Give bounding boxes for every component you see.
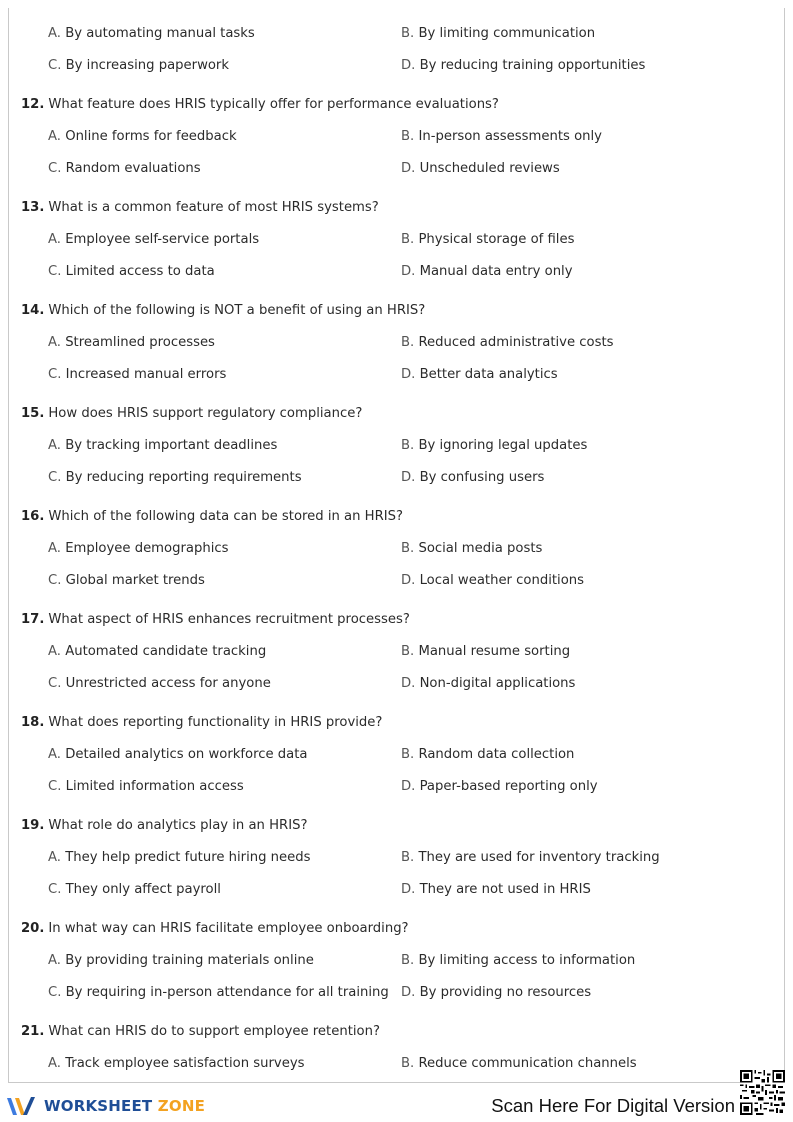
question-text: What can HRIS do to support employee retention?	[48, 1024, 380, 1039]
option-letter: B.	[401, 541, 415, 556]
option-letter: B.	[401, 1056, 415, 1071]
option-text: By reducing reporting requirements	[65, 469, 302, 485]
answer-option-c[interactable]	[48, 470, 302, 486]
option-letter: C.	[48, 881, 62, 897]
option-letter: B.	[401, 232, 415, 247]
answer-option-a[interactable]	[48, 26, 255, 42]
option-letter: C.	[48, 778, 62, 794]
option-text: Random evaluations	[65, 160, 201, 176]
question-number: 20.	[21, 921, 45, 936]
answer-option-d[interactable]	[401, 985, 591, 1001]
answer-option-b[interactable]	[401, 129, 602, 145]
qr-code-icon[interactable]	[740, 1070, 785, 1115]
option-letter: B.	[401, 129, 415, 144]
option-letter: A.	[48, 129, 61, 144]
option-letter: D.	[401, 263, 416, 279]
answer-option-a[interactable]	[48, 541, 228, 557]
answer-option-d[interactable]	[401, 264, 573, 280]
question-17	[21, 612, 410, 628]
question-15	[21, 406, 362, 422]
option-text: Online forms for feedback	[65, 129, 237, 144]
option-text: They help predict future hiring needs	[65, 850, 311, 865]
option-letter: B.	[401, 850, 415, 865]
option-text: They are used for inventory tracking	[418, 850, 660, 865]
question-19	[21, 818, 307, 834]
answer-option-d[interactable]	[401, 58, 645, 74]
answer-option-c[interactable]	[48, 882, 221, 898]
option-text: By tracking important deadlines	[65, 438, 278, 453]
option-text: Better data analytics	[419, 366, 558, 382]
answer-option-d[interactable]	[401, 573, 584, 589]
answer-option-c[interactable]	[48, 985, 389, 1001]
option-text: By increasing paperwork	[65, 58, 229, 73]
question-16	[21, 509, 403, 525]
option-text: Limited access to data	[65, 263, 215, 279]
option-text: Non-digital applications	[419, 675, 576, 691]
answer-option-c[interactable]	[48, 161, 201, 177]
option-letter: D.	[401, 881, 416, 897]
option-letter: A.	[48, 747, 61, 762]
question-text: What role do analytics play in an HRIS?	[48, 818, 308, 833]
question-number: 16.	[21, 509, 45, 524]
answer-option-b[interactable]	[401, 850, 660, 866]
option-letter: C.	[48, 160, 62, 176]
option-letter: C.	[48, 263, 62, 279]
option-text: Unscheduled reviews	[419, 160, 560, 176]
option-letter: D.	[401, 58, 416, 73]
option-letter: D.	[401, 160, 416, 176]
brand-logo	[6, 1094, 205, 1118]
option-text: They only affect payroll	[65, 881, 221, 897]
question-text: Which of the following data can be stored in an HRIS?	[48, 509, 404, 524]
question-number: 12.	[21, 97, 45, 112]
option-text: Physical storage of files	[418, 232, 575, 247]
option-text: In-person assessments only	[418, 129, 602, 144]
option-letter: B.	[401, 438, 415, 453]
answer-option-d[interactable]	[401, 161, 560, 177]
answer-option-c[interactable]	[48, 676, 271, 692]
answer-option-a[interactable]	[48, 747, 307, 763]
question-number: 19.	[21, 818, 45, 833]
option-letter: D.	[401, 572, 416, 588]
answer-option-a[interactable]	[48, 1056, 305, 1072]
brand-name	[44, 1097, 205, 1115]
option-letter: C.	[48, 984, 62, 1000]
option-text: Social media posts	[418, 541, 543, 556]
option-letter: C.	[48, 572, 62, 588]
question-text: How does HRIS support regulatory compliance?	[48, 406, 363, 421]
answer-option-c[interactable]	[48, 573, 205, 589]
answer-option-a[interactable]	[48, 438, 277, 454]
option-text: By reducing training opportunities	[419, 58, 646, 73]
answer-option-b[interactable]	[401, 335, 614, 351]
option-letter: B.	[401, 335, 415, 350]
option-text: Manual resume sorting	[418, 644, 571, 659]
answer-option-b[interactable]	[401, 1056, 637, 1072]
option-letter: B.	[401, 747, 415, 762]
option-letter: A.	[48, 953, 61, 968]
option-letter: A.	[48, 438, 61, 453]
option-letter: A.	[48, 850, 61, 865]
option-letter: A.	[48, 541, 61, 556]
worksheet-zone-logo-icon	[6, 1095, 40, 1117]
option-text: Detailed analytics on workforce data	[65, 747, 308, 762]
question-text: Which of the following is NOT a benefit of using an HRIS?	[48, 303, 426, 318]
option-letter: A.	[48, 335, 61, 350]
answer-option-d[interactable]	[401, 367, 558, 383]
brand-name-part1: WORKSHEET	[44, 1097, 153, 1115]
option-letter: D.	[401, 366, 416, 382]
option-text: Employee self-service portals	[65, 232, 260, 247]
option-text: By providing no resources	[419, 984, 592, 1000]
answer-option-b[interactable]	[401, 953, 635, 969]
answer-option-b[interactable]	[401, 747, 574, 763]
answer-option-b[interactable]	[401, 644, 570, 660]
answer-option-d[interactable]	[401, 470, 544, 486]
option-letter: B.	[401, 644, 415, 659]
option-text: Paper-based reporting only	[419, 778, 598, 794]
option-text: By confusing users	[419, 469, 545, 485]
question-text: In what way can HRIS facilitate employee onboarding?	[48, 921, 409, 936]
option-text: Track employee satisfaction surveys	[65, 1056, 305, 1071]
question-number: 15.	[21, 406, 45, 421]
question-number: 21.	[21, 1024, 45, 1039]
answer-option-a[interactable]	[48, 850, 311, 866]
question-14	[21, 303, 425, 319]
option-text: By limiting access to information	[418, 953, 636, 968]
option-text: By automating manual tasks	[65, 26, 255, 41]
option-letter: A.	[48, 644, 61, 659]
option-text: Increased manual errors	[65, 366, 227, 382]
option-letter: D.	[401, 984, 416, 1000]
question-number: 17.	[21, 612, 45, 627]
answer-option-d[interactable]	[401, 779, 598, 795]
option-letter: D.	[401, 778, 416, 794]
option-letter: B.	[401, 953, 415, 968]
option-text: Random data collection	[418, 747, 575, 762]
answer-option-b[interactable]	[401, 438, 587, 454]
option-text: By requiring in-person attendance for all training	[65, 984, 389, 1000]
option-text: Reduce communication channels	[418, 1056, 637, 1071]
option-letter: A.	[48, 26, 61, 41]
answer-option-b[interactable]	[401, 26, 595, 42]
question-20	[21, 921, 409, 937]
option-text: By providing training materials online	[65, 953, 314, 968]
option-text: Limited information access	[65, 778, 244, 794]
question-text: What is a common feature of most HRIS systems?	[48, 200, 379, 215]
question-number: 18.	[21, 715, 45, 730]
question-21	[21, 1024, 380, 1040]
answer-option-b[interactable]	[401, 232, 574, 248]
question-text: What feature does HRIS typically offer for performance evaluations?	[48, 97, 499, 112]
footer	[0, 1086, 793, 1122]
answer-option-a[interactable]	[48, 953, 314, 969]
question-number: 14.	[21, 303, 45, 318]
option-text: Employee demographics	[65, 541, 229, 556]
option-text: By limiting communication	[418, 26, 596, 41]
question-13	[21, 200, 379, 216]
option-letter: C.	[48, 469, 62, 485]
option-text: Unrestricted access for anyone	[65, 675, 271, 691]
answer-option-a[interactable]	[48, 335, 215, 351]
option-text: Manual data entry only	[419, 263, 573, 279]
option-letter: C.	[48, 366, 62, 382]
question-12	[21, 97, 499, 113]
option-letter: D.	[401, 675, 416, 691]
option-text: Local weather conditions	[419, 572, 585, 588]
answer-option-c[interactable]	[48, 264, 215, 280]
answer-option-c[interactable]	[48, 58, 229, 74]
question-text: What does reporting functionality in HRIS provide?	[48, 715, 383, 730]
option-letter: B.	[401, 26, 415, 41]
answer-option-b[interactable]	[401, 541, 542, 557]
option-text: They are not used in HRIS	[419, 881, 591, 897]
answer-option-d[interactable]	[401, 676, 575, 692]
option-letter: A.	[48, 1056, 61, 1071]
option-letter: C.	[48, 58, 62, 73]
question-number: 13.	[21, 200, 45, 215]
option-letter: D.	[401, 469, 416, 485]
answer-option-a[interactable]	[48, 129, 237, 145]
option-letter: A.	[48, 232, 61, 247]
option-text: Reduced administrative costs	[418, 335, 614, 350]
option-text: Automated candidate tracking	[65, 644, 267, 659]
answer-option-c[interactable]	[48, 779, 244, 795]
answer-option-d[interactable]	[401, 882, 591, 898]
question-18	[21, 715, 382, 731]
question-text: What aspect of HRIS enhances recruitment processes?	[48, 612, 410, 627]
brand-name-part2: ZONE	[157, 1097, 206, 1115]
answer-option-a[interactable]	[48, 232, 259, 248]
option-text: By ignoring legal updates	[418, 438, 588, 453]
option-text: Global market trends	[65, 572, 205, 588]
answer-option-c[interactable]	[48, 367, 226, 383]
answer-option-a[interactable]	[48, 644, 266, 660]
option-letter: C.	[48, 675, 62, 691]
option-text: Streamlined processes	[65, 335, 215, 350]
scan-instruction: Scan Here For Digital Version	[491, 1095, 735, 1116]
